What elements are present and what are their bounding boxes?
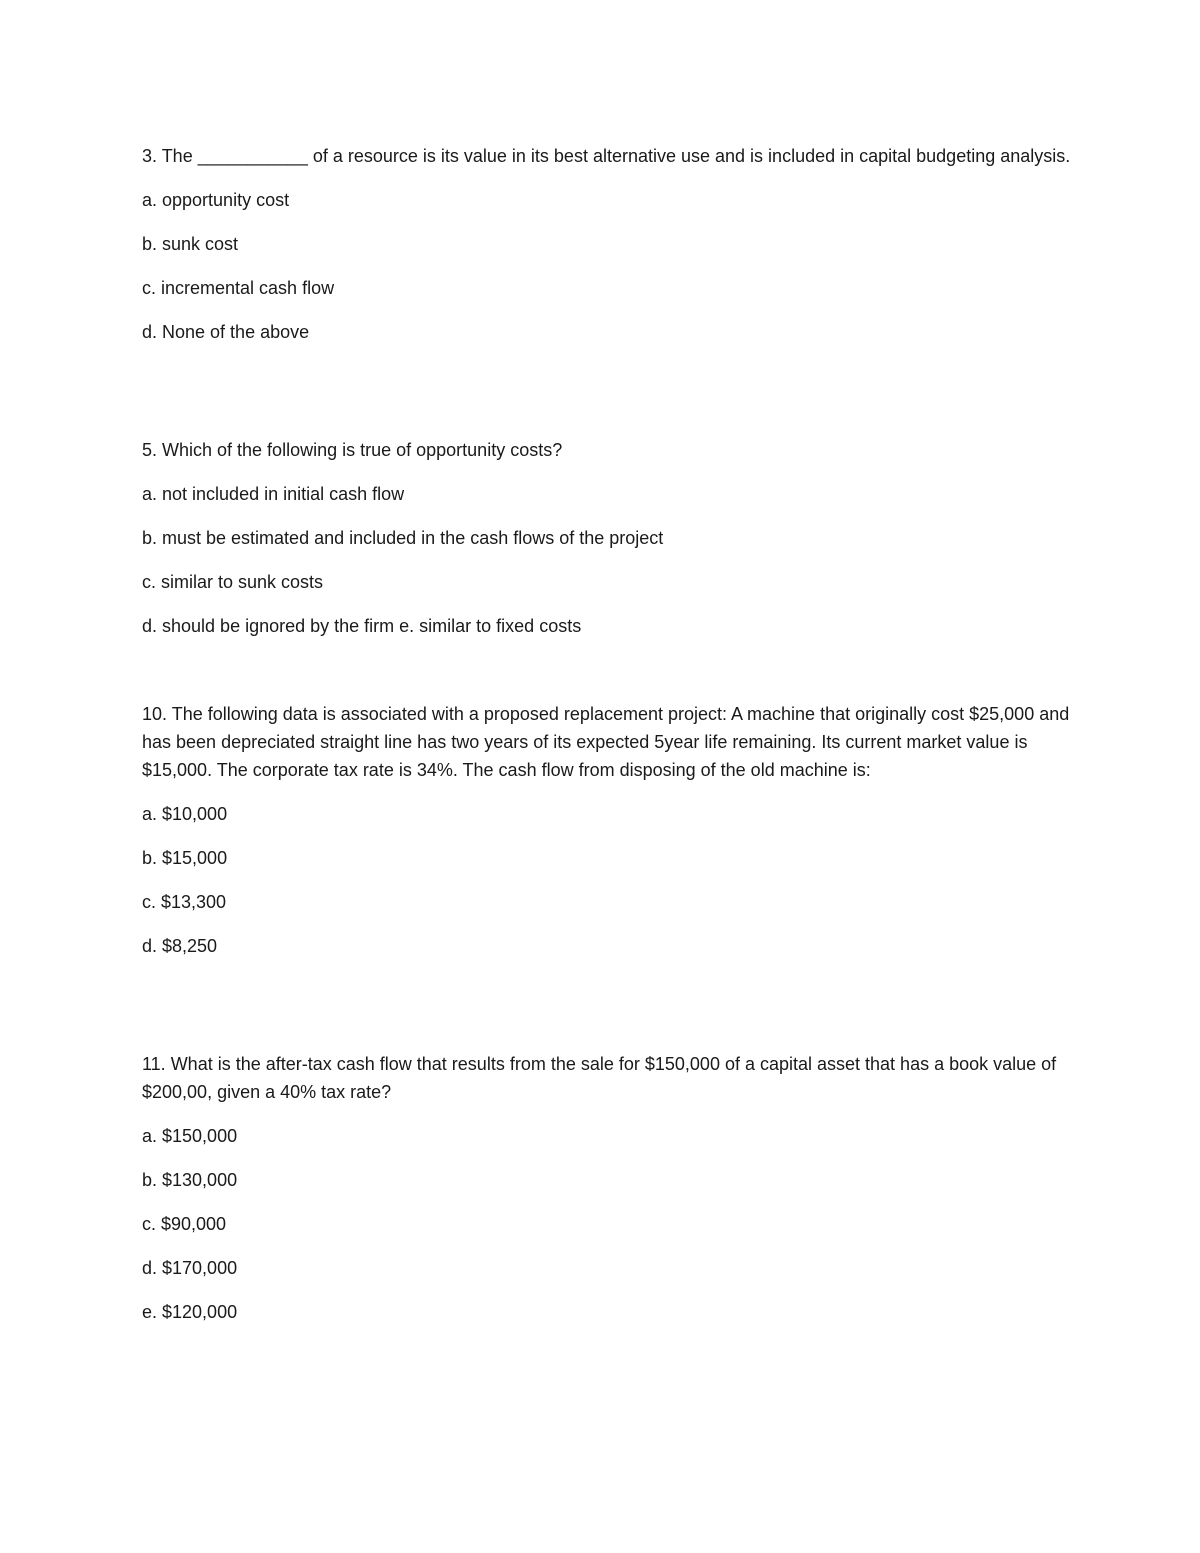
- answer-option-a: a. $150,000: [142, 1126, 238, 1146]
- answer-option-a: a. opportunity cost: [142, 190, 290, 210]
- answer-option-c: c. similar to sunk costs: [142, 572, 324, 592]
- answer-option-d: d. should be ignored by the firm e. similar to fixed costs: [142, 616, 582, 636]
- question-11: [142, 1050, 1072, 1342]
- answer-option-b: b. must be estimated and included in the cash flows of the project: [142, 528, 664, 548]
- answer-option-a: a. $10,000: [142, 804, 228, 824]
- answer-option-e: e. $120,000: [142, 1302, 238, 1322]
- answer-option-d: d. $170,000: [142, 1258, 238, 1278]
- question-stem: 3. The ___________ of a resource is its value in its best alternative use and is included in capital budgeting analysis.: [142, 146, 1071, 166]
- question-stem: 10. The following data is associated with a proposed replacement project: A machine that originally cost $25,000 and has been depreciated straight line has two years of its expected 5year life remaining. Its current market value is $15,000. The corporate tax rate is 34%. The cash flow from disposing of the old machine is:: [142, 704, 1070, 780]
- answer-option-c: c. $13,300: [142, 892, 227, 912]
- answer-option-c: c. $90,000: [142, 1214, 227, 1234]
- answer-option-d: d. None of the above: [142, 322, 310, 342]
- question-5: [142, 436, 1072, 656]
- answer-option-c: c. incremental cash flow: [142, 278, 335, 298]
- question-10: [142, 700, 1072, 976]
- answer-option-b: b. $130,000: [142, 1170, 238, 1190]
- answer-option-b: b. sunk cost: [142, 234, 239, 254]
- answer-option-d: d. $8,250: [142, 936, 218, 956]
- question-3: [142, 142, 1072, 362]
- answer-option-b: b. $15,000: [142, 848, 228, 868]
- answer-option-a: a. not included in initial cash flow: [142, 484, 405, 504]
- question-stem: 11. What is the after-tax cash flow that results from the sale for $150,000 of a capital asset that has a book value of $200,00, given a 40% tax rate?: [142, 1054, 1057, 1102]
- question-stem: 5. Which of the following is true of opportunity costs?: [142, 440, 563, 460]
